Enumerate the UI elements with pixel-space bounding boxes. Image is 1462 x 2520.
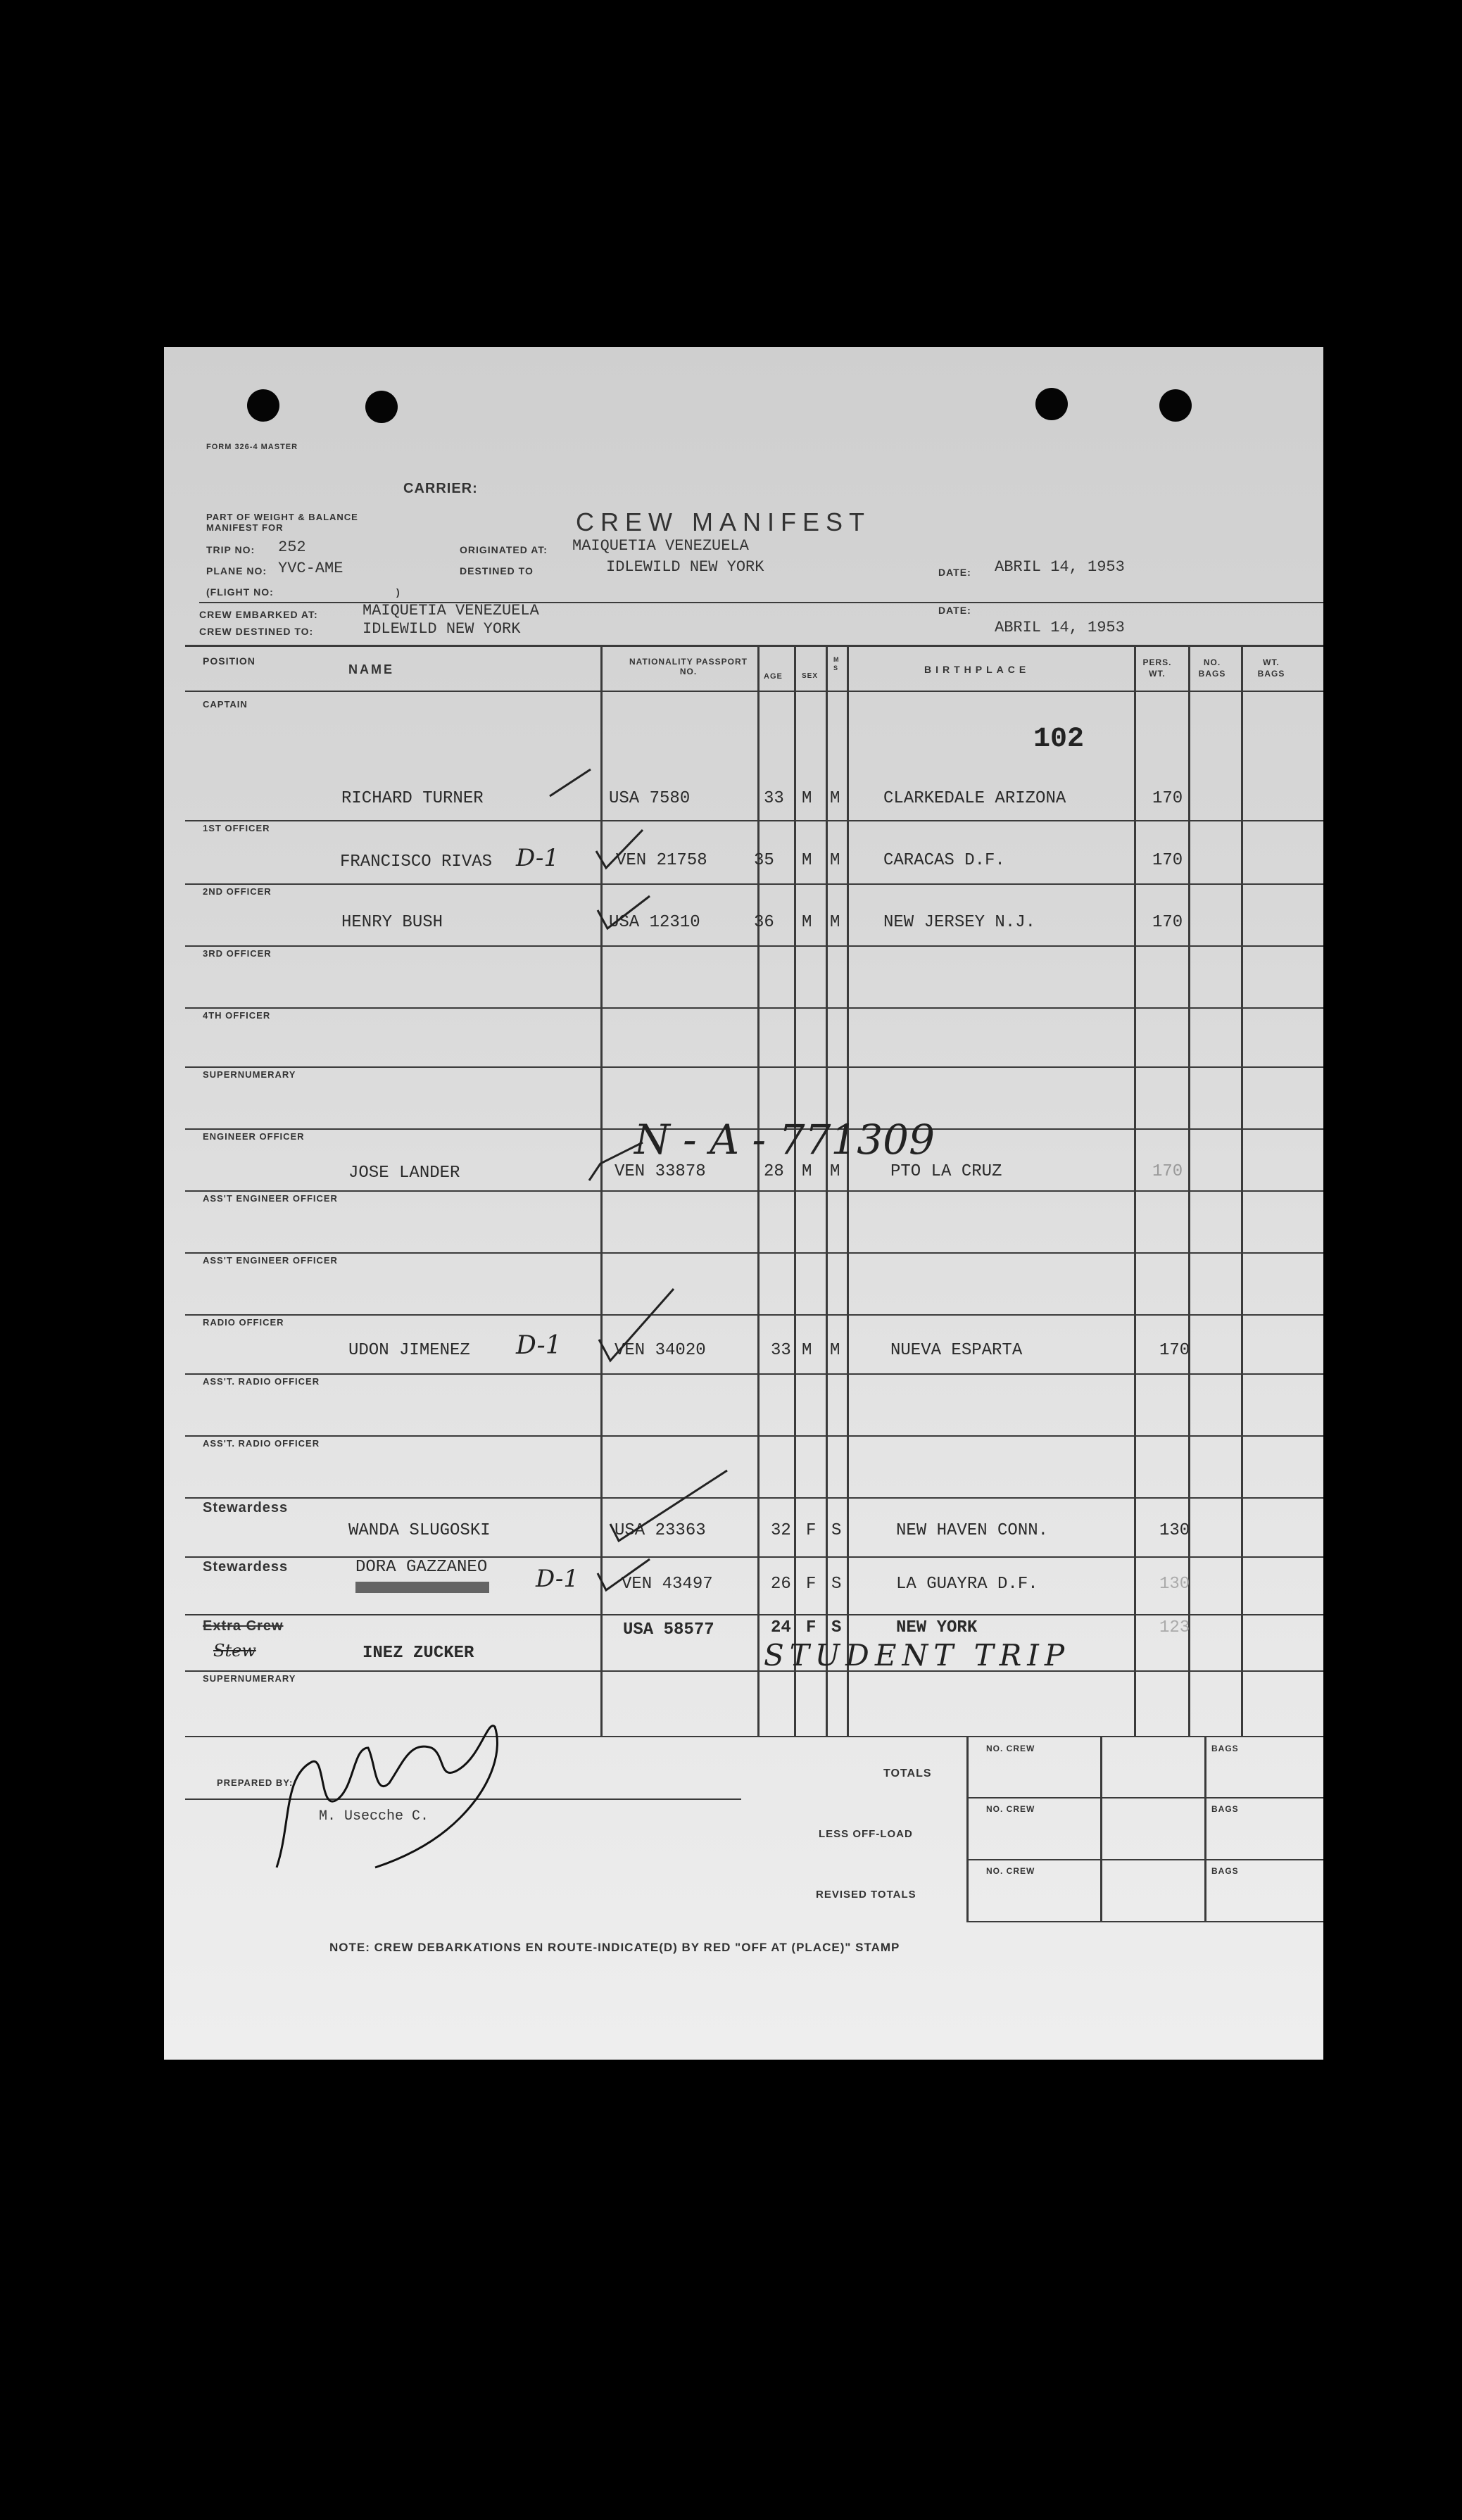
- row-radio-birth: NUEVA ESPARTA: [890, 1341, 1023, 1360]
- no-crew-label-3: NO. CREW: [986, 1866, 1035, 1876]
- row-stew1-sex: F: [806, 1521, 817, 1540]
- pos-asst-engineer-1: ASS'T ENGINEER OFFICER: [203, 1193, 338, 1204]
- date2-label: DATE:: [938, 605, 971, 616]
- col-position: POSITION: [203, 655, 256, 667]
- pos-supernumerary-2: SUPERNUMERARY: [203, 1673, 296, 1684]
- row-stew1-name: WANDA SLUGOSKI: [348, 1521, 491, 1540]
- no-crew-label-1: NO. CREW: [986, 1744, 1035, 1753]
- footer-note: NOTE: CREW DEBARKATIONS EN ROUTE-INDICATE(D) BY RED "OFF AT (PLACE)" STAMP: [329, 1941, 900, 1954]
- row-stew2-name: DORA GAZZANEO: [355, 1558, 488, 1577]
- revised-totals-label: REVISED TOTALS: [816, 1889, 916, 1901]
- flight-no-label: (FLIGHT NO:: [206, 586, 274, 598]
- pos-asst-engineer-2: ASS'T ENGINEER OFFICER: [203, 1255, 338, 1266]
- row-eng-wt: 170: [1152, 1162, 1183, 1181]
- pos-radio-officer: RADIO OFFICER: [203, 1317, 284, 1328]
- trip-no-label: TRIP NO:: [206, 544, 256, 555]
- row-eng-nat: VEN 33878: [615, 1162, 706, 1181]
- row-extra-sex: F: [806, 1618, 817, 1637]
- row-radio-name: UDON JIMENEZ: [348, 1341, 470, 1360]
- pos-asst-radio-2: ASS'T. RADIO OFFICER: [203, 1438, 320, 1449]
- row-eng-sex: M: [802, 1162, 812, 1181]
- destined-label: DESTINED TO: [460, 565, 534, 577]
- row-eng-birth: PTO LA CRUZ: [890, 1162, 1002, 1181]
- d1-mark-radio: D-1: [516, 1331, 562, 1360]
- col-name: NAME: [348, 662, 394, 676]
- totals-label: TOTALS: [883, 1768, 932, 1779]
- stamp-number: 102: [1033, 724, 1085, 755]
- crew-embarked-label: CREW EMBARKED AT:: [199, 609, 318, 620]
- row-1st-wt: 170: [1152, 851, 1183, 870]
- row-extra-wt: 123: [1159, 1618, 1190, 1637]
- pos-2nd-officer: 2ND OFFICER: [203, 886, 272, 897]
- row-stew1-ms: S: [831, 1521, 842, 1540]
- row-radio-nat: VEN 34020: [615, 1341, 706, 1360]
- row-2nd-nat: USA 12310: [609, 913, 700, 932]
- crew-embarked: MAIQUETIA VENEZUELA: [363, 602, 539, 619]
- rule: [966, 1797, 1323, 1798]
- row-extra-nat: USA 58577: [623, 1620, 714, 1639]
- row-extra-age: 24: [771, 1618, 791, 1637]
- row-1st-ms: M: [830, 851, 840, 870]
- row-radio-age: 33: [771, 1341, 791, 1360]
- row-1st-birth: CARACAS D.F.: [883, 851, 1005, 870]
- bags-label-2: BAGS: [1211, 1804, 1239, 1814]
- rule: [966, 1921, 1323, 1922]
- prepared-by-label: PREPARED BY:: [217, 1777, 294, 1788]
- col-ms: M S: [833, 656, 840, 672]
- row-2nd-age: 36: [754, 913, 774, 932]
- col-pers-wt: PERS. WT.: [1142, 657, 1172, 679]
- col-wt-bags: WT. BAGS: [1257, 657, 1285, 679]
- rule: [966, 1736, 969, 1922]
- less-offload-label: LESS OFF-LOAD: [819, 1828, 913, 1840]
- rule: [1100, 1736, 1102, 1922]
- preparer-name: M. Usecche C.: [319, 1808, 429, 1825]
- row-1st-nat: VEN 21758: [616, 851, 707, 870]
- row-stew2-wt: 130: [1159, 1575, 1190, 1594]
- row-extra-birth: NEW YORK: [896, 1618, 978, 1637]
- row-stew1-wt: 130: [1159, 1521, 1190, 1540]
- row-stew1-age: 32: [771, 1521, 791, 1540]
- row-radio-wt: 170: [1159, 1341, 1190, 1360]
- pos-1st-officer: 1ST OFFICER: [203, 823, 270, 833]
- rule: [1204, 1736, 1206, 1922]
- pos-4th-officer: 4TH OFFICER: [203, 1010, 271, 1021]
- row-eng-name: JOSE LANDER: [348, 1164, 460, 1183]
- row-stew2-age: 26: [771, 1575, 791, 1594]
- row-captain-age: 33: [764, 789, 784, 808]
- manifest-sheet: [164, 347, 1323, 2060]
- row-2nd-name: HENRY BUSH: [341, 913, 443, 932]
- row-2nd-birth: NEW JERSEY N.J.: [883, 913, 1036, 932]
- row-extra-ms: S: [831, 1618, 842, 1637]
- row-eng-age: 28: [764, 1162, 784, 1181]
- part-of-label: PART OF WEIGHT & BALANCE MANIFEST FOR: [206, 512, 358, 533]
- rule: [966, 1859, 1323, 1860]
- carrier-label: CARRIER:: [403, 481, 478, 496]
- row-captain-ms: M: [830, 789, 840, 808]
- row-2nd-wt: 170: [1152, 913, 1183, 932]
- row-captain-sex: M: [802, 789, 812, 808]
- pos-stewardess-1: Stewardess: [203, 1500, 289, 1516]
- crew-destined: IDLEWILD NEW YORK: [363, 620, 521, 638]
- form-number: FORM 326-4 MASTER: [206, 443, 298, 451]
- trip-no: 252: [278, 538, 306, 556]
- row-extra-name: INEZ ZUCKER: [363, 1644, 474, 1663]
- originated-at: MAIQUETIA VENEZUELA: [572, 537, 749, 555]
- pos-stewardess-2: Stewardess: [203, 1559, 289, 1575]
- row-stew2-birth: LA GUAYRA D.F.: [896, 1575, 1038, 1594]
- bags-label-3: BAGS: [1211, 1866, 1239, 1876]
- d1-mark-1st: D-1: [516, 844, 560, 872]
- row-captain-birth: CLARKEDALE ARIZONA: [883, 789, 1066, 808]
- pos-extra-crew: Extra Crew: [203, 1618, 284, 1634]
- row-stew2-sex: F: [806, 1575, 817, 1594]
- row-1st-name: FRANCISCO RIVAS: [340, 852, 493, 871]
- pos-asst-radio-1: ASS'T. RADIO OFFICER: [203, 1376, 320, 1387]
- pos-supernumerary: SUPERNUMERARY: [203, 1069, 296, 1080]
- student-trip-note: STUDENT TRIP: [764, 1638, 1071, 1672]
- date2: ABRIL 14, 1953: [995, 619, 1125, 636]
- row-stew1-nat: USA 23363: [615, 1521, 706, 1540]
- row-captain-nat: USA 7580: [609, 789, 691, 808]
- pos-engineer-officer: ENGINEER OFFICER: [203, 1131, 305, 1142]
- row-eng-ms: M: [830, 1162, 840, 1181]
- plane-no: YVC-AME: [278, 560, 344, 577]
- alien-registration-number: N - A - 771309: [634, 1116, 935, 1164]
- row-1st-age: 35: [754, 851, 774, 870]
- row-radio-sex: M: [802, 1341, 812, 1360]
- plane-no-label: PLANE NO:: [206, 565, 267, 577]
- date: ABRIL 14, 1953: [995, 558, 1125, 576]
- col-no-bags: NO. BAGS: [1198, 657, 1226, 679]
- row-stew1-birth: NEW HAVEN CONN.: [896, 1521, 1049, 1540]
- row-1st-sex: M: [802, 851, 812, 870]
- date-label: DATE:: [938, 567, 971, 578]
- row-2nd-sex: M: [802, 913, 812, 932]
- destined-to: IDLEWILD NEW YORK: [606, 558, 764, 576]
- stew-crossed-text: Stew: [213, 1641, 256, 1661]
- row-captain-name: RICHARD TURNER: [341, 789, 484, 808]
- pos-captain: CAPTAIN: [203, 699, 248, 710]
- d1-mark-stew2: D-1: [536, 1565, 579, 1593]
- col-sex: SEX: [802, 672, 819, 680]
- col-age: AGE: [764, 672, 783, 681]
- originated-label: ORIGINATED AT:: [460, 544, 548, 555]
- bags-label-1: BAGS: [1211, 1744, 1239, 1753]
- pos-3rd-officer: 3RD OFFICER: [203, 948, 272, 959]
- crew-destined-label: CREW DESTINED TO:: [199, 626, 314, 637]
- document-title: CREW MANIFEST: [576, 508, 871, 536]
- row-stew2-nat: VEN 43497: [622, 1575, 713, 1594]
- no-crew-label-2: NO. CREW: [986, 1804, 1035, 1814]
- row-captain-wt: 170: [1152, 789, 1183, 808]
- col-nationality: NATIONALITY PASSPORT NO.: [629, 657, 748, 676]
- row-stew2-ms: S: [831, 1575, 842, 1594]
- row-radio-ms: M: [830, 1341, 840, 1360]
- flight-no-close: ): [396, 586, 401, 598]
- col-birthplace: BIRTHPLACE: [924, 664, 1031, 675]
- signature: [164, 347, 1323, 2060]
- row-2nd-ms: M: [830, 913, 840, 932]
